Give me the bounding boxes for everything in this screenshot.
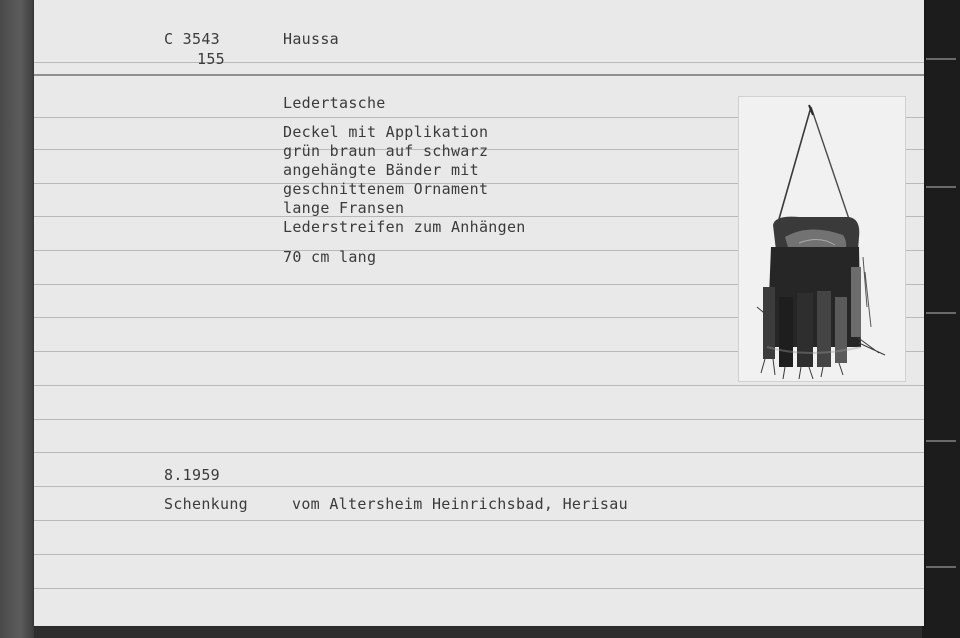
catalog-card (34, 0, 924, 626)
edge-mark (926, 312, 956, 314)
object-name: Ledertasche (283, 94, 386, 112)
acquisition-date: 8.1959 (164, 466, 220, 484)
description-line: angehängte Bänder mit (283, 161, 479, 179)
description-line: lange Fransen (283, 199, 405, 217)
ruled-line (34, 452, 924, 453)
leather-bag-photo (738, 96, 906, 382)
edge-mark (926, 186, 956, 188)
acquisition-type: Schenkung (164, 495, 248, 513)
description-line: geschnittenem Ornament (283, 180, 489, 198)
ruled-line (34, 520, 924, 521)
edge-mark (926, 440, 956, 442)
header-rule (34, 74, 924, 76)
catalog-number: C 3543 (164, 30, 220, 48)
ruled-line (34, 588, 924, 589)
people-name: Haussa (283, 30, 339, 48)
edge-mark (926, 566, 956, 568)
ruled-line (34, 419, 924, 420)
sub-number: 155 (197, 50, 225, 68)
scan-edge-right (922, 0, 960, 638)
description-line: grün braun auf schwarz (283, 142, 489, 160)
leather-bag-illustration (739, 97, 905, 381)
ruled-line (34, 486, 924, 487)
edge-mark (926, 58, 956, 60)
ruled-line (34, 385, 924, 386)
ruled-line (34, 554, 924, 555)
description-line: Lederstreifen zum Anhängen (283, 218, 526, 236)
description-block (283, 123, 526, 237)
description-line: Deckel mit Applikation (283, 123, 489, 141)
dimensions: 70 cm lang (283, 248, 377, 266)
acquisition-source: vom Altersheim Heinrichsbad, Herisau (292, 495, 628, 513)
scan-edge-left (0, 0, 34, 638)
ruled-line (34, 62, 924, 63)
